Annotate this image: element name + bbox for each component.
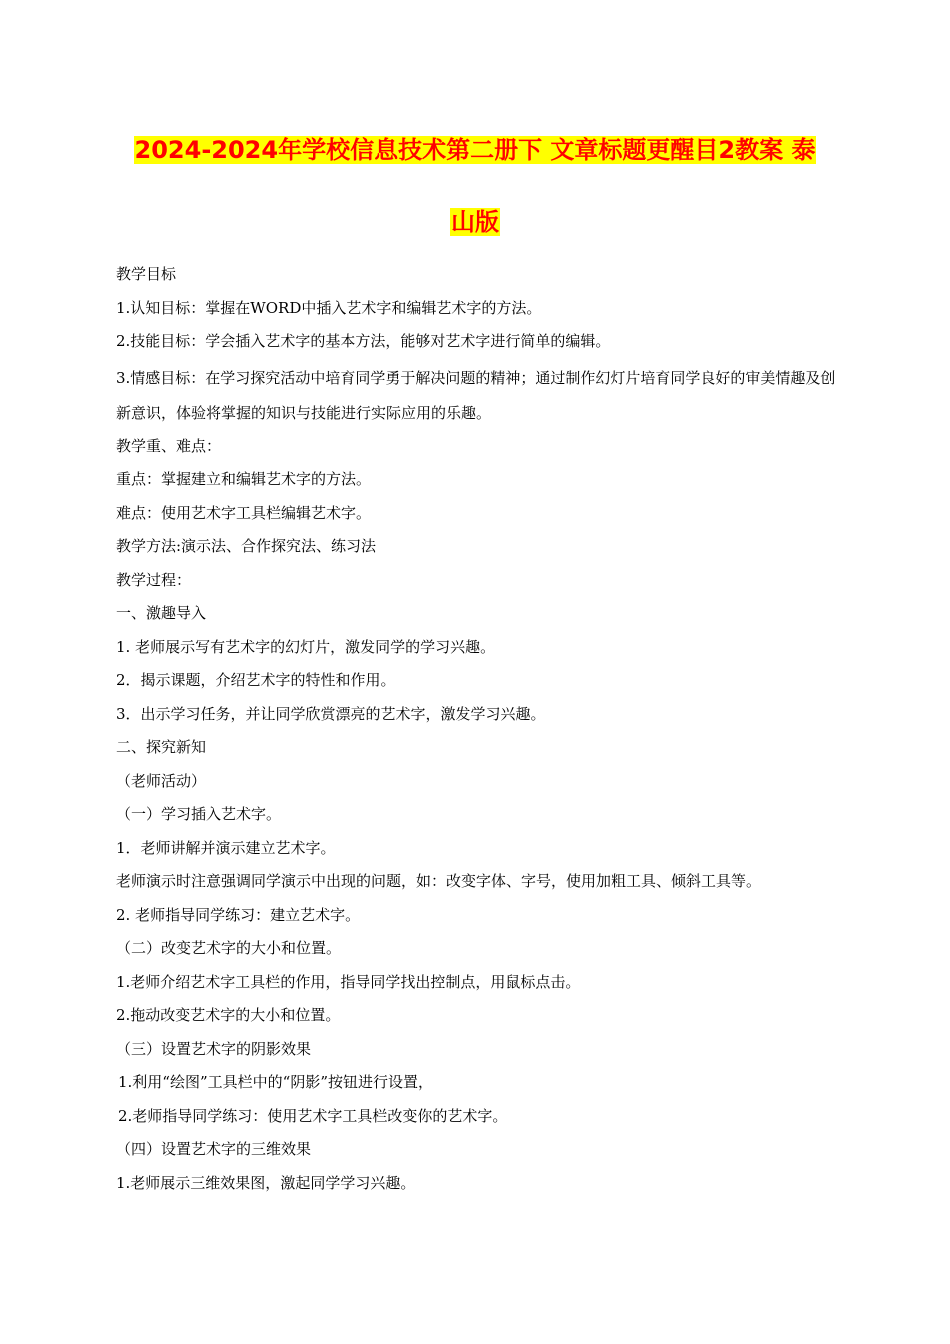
title-highlight-2: 山版 [451, 208, 499, 236]
key-point: 重点：掌握建立和编辑艺术字的方法。 [116, 470, 372, 488]
subheading-introduction: 一、激趣导入 [116, 604, 207, 622]
intro-step-2: 2．揭示课题，介绍艺术字的特性和作用。 [116, 671, 396, 689]
section-heading-process: 教学过程： [116, 570, 192, 589]
goal-emotional: 3.情感目标：在学习探究活动中培育同学勇于解决问题的精神；通过制作幻灯片培育同学良好的审美情趣及创新意识，体验将掌握的知识与技能进行实际应用的乐趣。 [116, 368, 836, 422]
part-2-step-2: 2.拖动改变艺术字的大小和位置。 [116, 1006, 341, 1024]
title-highlight-1: 2024-2024年学校信息技术第二册下 文章标题更醒目2教案 泰 [134, 136, 816, 164]
part-3-step-2: 2.老师指导同学练习：使用艺术字工具栏改变你的艺术字。 [118, 1106, 508, 1125]
part-1-step-2: 2. 老师指导同学练习：建立艺术字。 [116, 905, 361, 924]
goal-cognitive: 1.认知目标：掌握在WORD中插入艺术字和编辑艺术字的方法。 [116, 298, 542, 317]
document-title-line-1 [0, 134, 950, 166]
document-body [116, 260, 836, 1202]
part-3-heading: （三）设置艺术字的阴影效果 [116, 1039, 312, 1058]
intro-step-3: 3．出示学习任务，并让同学欣赏漂亮的艺术字，激发学习兴趣。 [116, 704, 546, 723]
section-heading-key-points: 教学重、难点： [116, 436, 222, 455]
part-1-heading: （一）学习插入艺术字。 [116, 805, 282, 823]
subheading-explore: 二、探究新知 [116, 738, 207, 756]
teaching-methods: 教学方法:演示法、合作探究法、练习法 [116, 537, 377, 555]
part-2-heading: （二）改变艺术字的大小和位置。 [116, 939, 342, 957]
goal-skill: 2.技能目标：学会插入艺术字的基本方法，能够对艺术字进行简单的编辑。 [116, 332, 611, 350]
part-2-step-1: 1.老师介绍艺术字工具栏的作用，指导同学找出控制点，用鼠标点击。 [116, 972, 581, 991]
section-heading-teaching-goals: 教学目标 [116, 265, 177, 283]
difficult-point: 难点：使用艺术字工具栏编辑艺术字。 [116, 503, 372, 522]
intro-step-1: 1. 老师展示写有艺术字的幻灯片，激发同学的学习兴趣。 [116, 637, 496, 656]
part-4-step-1: 1.老师展示三维效果图，激起同学学习兴趣。 [116, 1173, 416, 1192]
teacher-activity: （老师活动） [116, 771, 207, 790]
part-1-step-1: 1．老师讲解并演示建立艺术字。 [116, 838, 336, 857]
part-3-step-1: 1.利用“绘图”工具栏中的“阴影”按钮进行设置， [118, 1073, 433, 1091]
document-title-line-2 [0, 206, 950, 238]
part-4-heading: （四）设置艺术字的三维效果 [116, 1140, 312, 1158]
part-1-note: 老师演示时注意强调同学演示中出现的问题，如：改变字体、字号，使用加粗工具、倾斜工具等。 [116, 872, 762, 890]
